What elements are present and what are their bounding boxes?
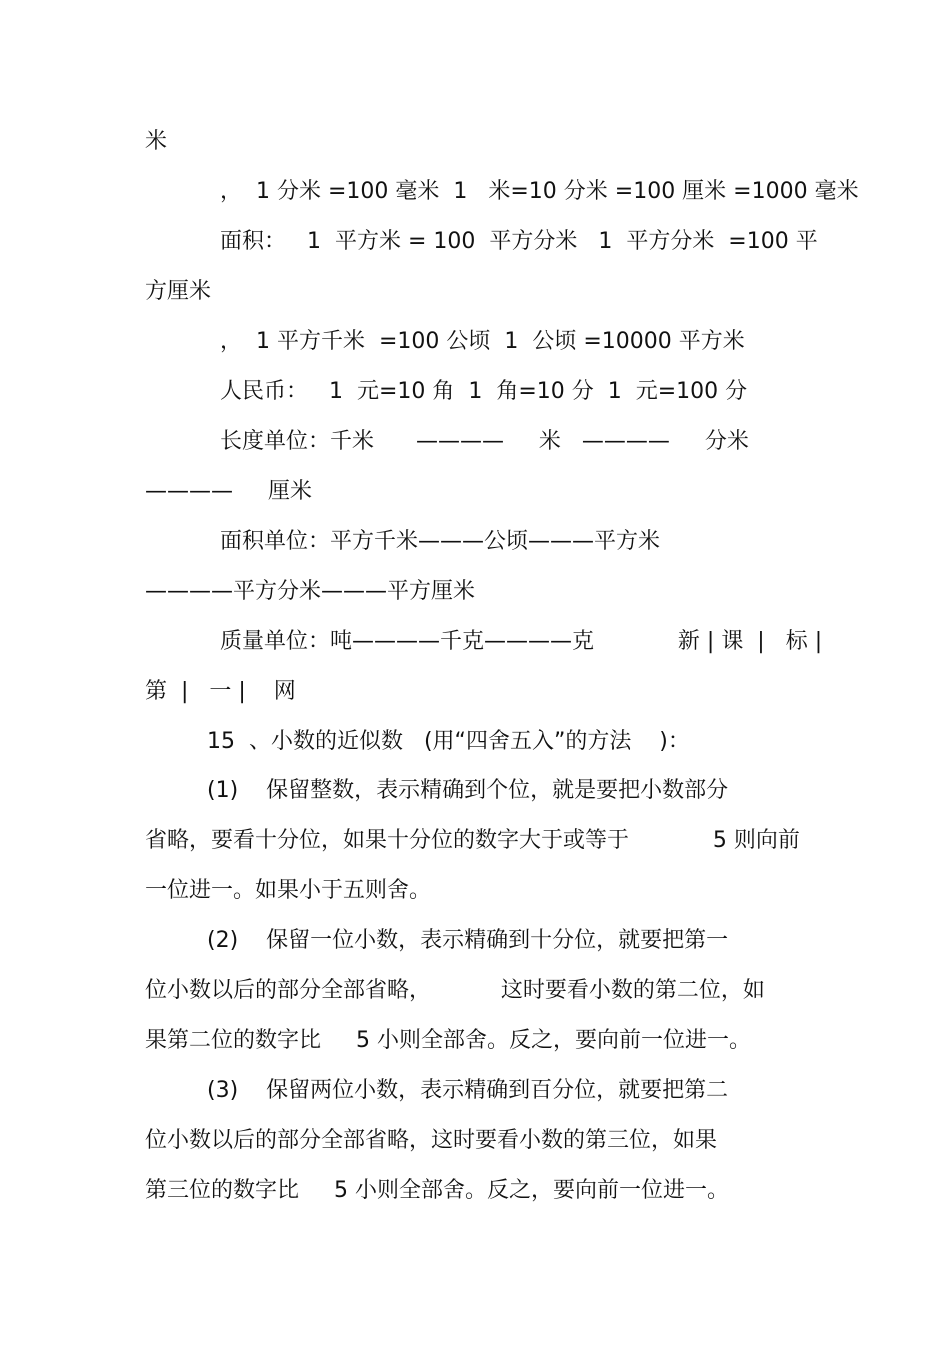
text-line-15: 省略，要看十分位，如果十分位的数字大于或等于 5 则向前 (145, 828, 800, 853)
text-line-12: 第 | 一 | 网 (145, 679, 296, 704)
text-line-19: 果第二位的数字比 5 小则全部舍。反之，要向前一位进一。 (145, 1028, 751, 1053)
text-line-3: 面积： 1 平方米 = 100 平方分米 1 平方分米 =100 平 (220, 229, 818, 254)
text-line-1: 米 (145, 129, 168, 154)
text-line-18: 位小数以后的部分全部省略， 这时要看小数的第二位，如 (145, 978, 765, 1003)
text-line-20: (3) 保留两位小数，表示精确到百分位，就要把第二 (207, 1078, 729, 1103)
text-line-8: ———— 厘米 (145, 479, 312, 504)
text-line-21: 位小数以后的部分全部省略，这时要看小数的第三位，如果 (145, 1128, 718, 1153)
text-line-11: 质量单位：吨————千克————克 新 | 课 | 标 | (220, 629, 823, 654)
text-line-6: 人民币： 1 元=10 角 1 角=10 分 1 元=100 分 (220, 379, 748, 404)
text-line-22: 第三位的数字比 5 小则全部舍。反之，要向前一位进一。 (145, 1178, 729, 1203)
text-line-4: 方厘米 (145, 279, 212, 304)
text-line-5: ， 1 平方千米 =100 公顷 1 公顷 =10000 平方米 (220, 329, 745, 354)
text-line-13: 15 、小数的近似数 (用“四舍五入”的方法 )： (207, 729, 690, 754)
text-line-9: 面积单位：平方千米———公顷———平方米 (220, 529, 661, 554)
text-line-17: (2) 保留一位小数，表示精确到十分位，就要把第一 (207, 928, 729, 953)
text-line-7: 长度单位：千米 ———— 米 ———— 分米 (220, 429, 749, 454)
text-line-10: ————平方分米———平方厘米 (145, 579, 476, 604)
text-line-14: (1) 保留整数，表示精确到个位，就是要把小数部分 (207, 778, 729, 803)
text-line-16: 一位进一。如果小于五则舍。 (145, 878, 432, 903)
text-line-2: ， 1 分米 =100 毫米 1 米=10 分米 =100 厘米 =1000 毫米 (220, 179, 859, 204)
